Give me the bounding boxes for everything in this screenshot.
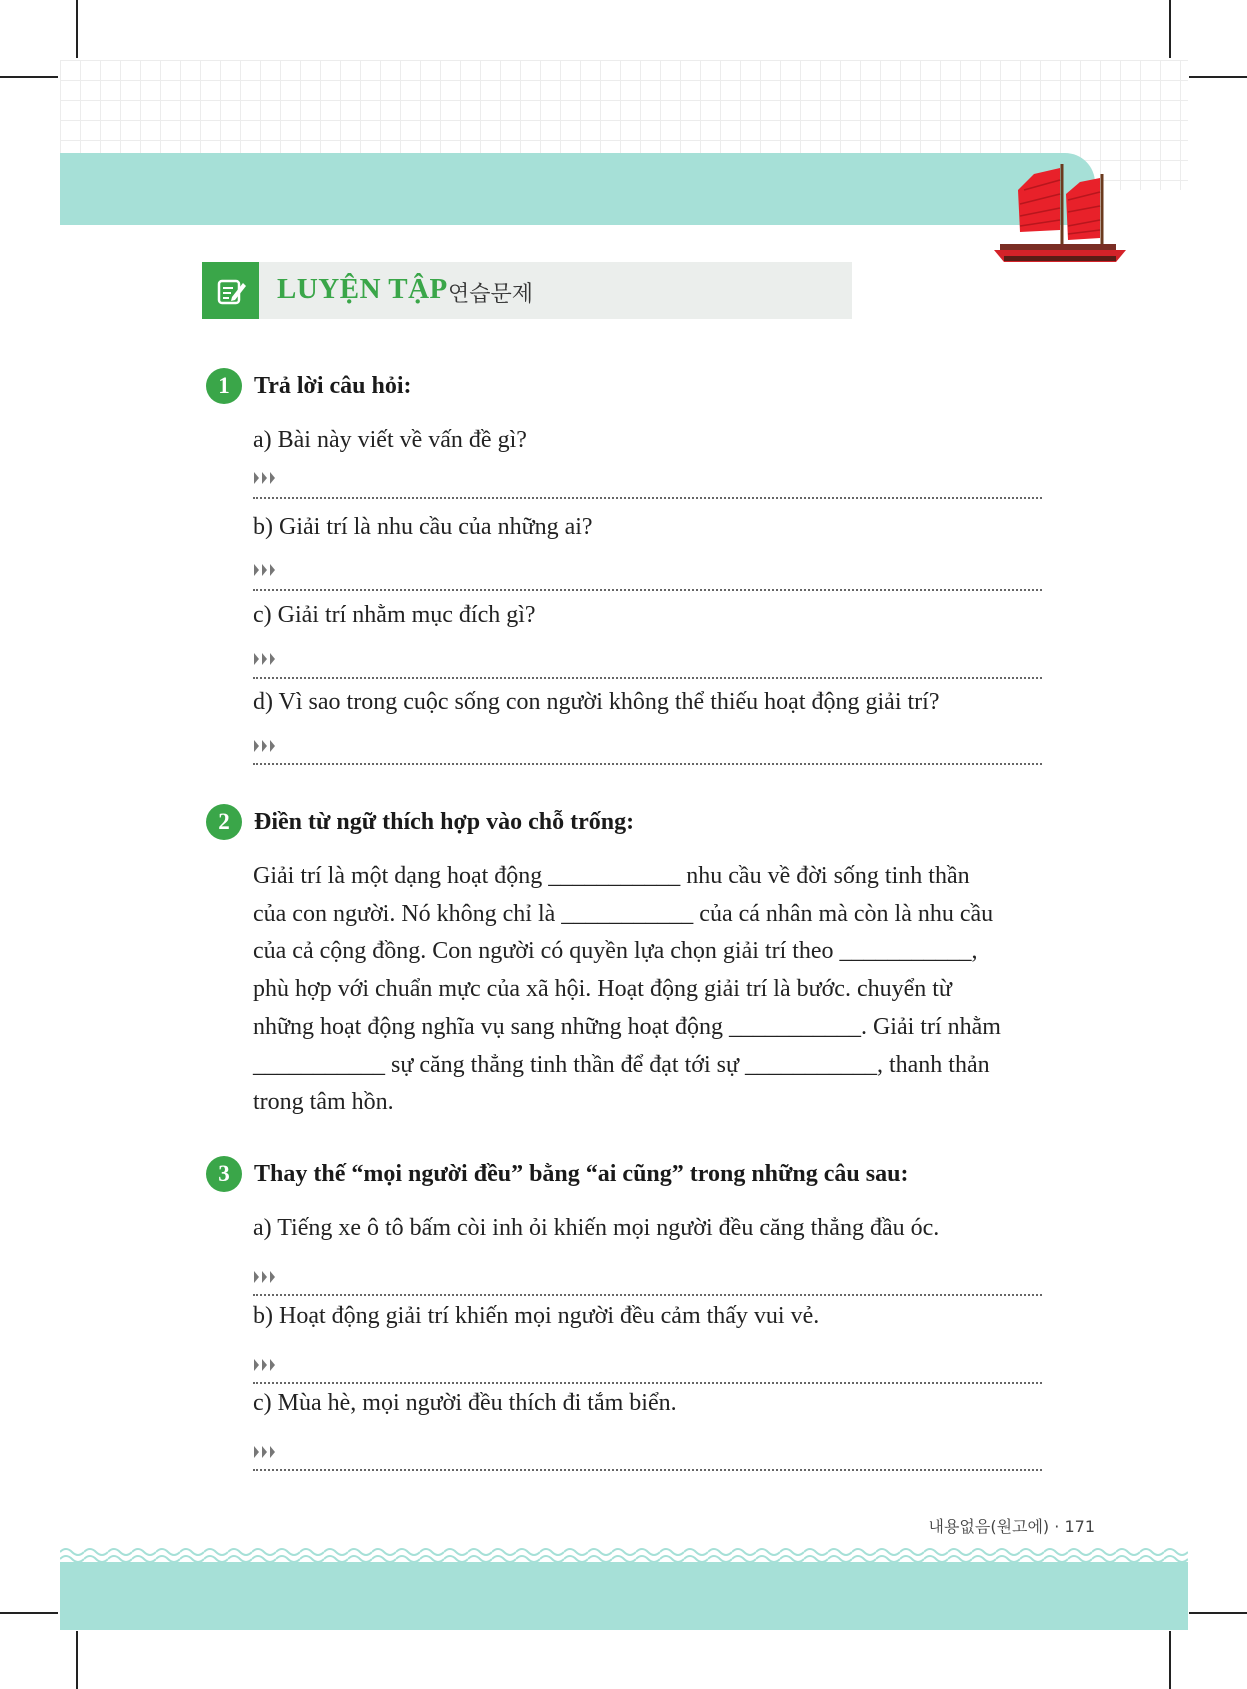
answer-line[interactable] [253, 1294, 1042, 1296]
sub-question: b) Giải trí là nhu cầu của những ai? [253, 514, 593, 540]
crop-mark [0, 1612, 58, 1614]
section-title-bar [202, 262, 852, 319]
question-1-header [206, 367, 412, 405]
answer-line[interactable] [253, 763, 1042, 765]
triple-arrow-icon [253, 652, 277, 666]
crop-mark [76, 1631, 78, 1689]
question-3-header [206, 1155, 908, 1193]
question-number: 2 [206, 804, 242, 840]
crop-mark [1169, 1631, 1171, 1689]
question-number: 1 [206, 368, 242, 404]
header-band [60, 153, 1095, 225]
question-title: Thay thế “mọi người đều” bằng “ai cũng” trong những câu sau: [254, 1160, 909, 1187]
answer-line[interactable] [253, 589, 1042, 591]
fill-in-paragraph [253, 858, 1053, 1122]
running-title: 내용없음(원고에) · [928, 1517, 1060, 1536]
triple-arrow-icon [253, 471, 277, 485]
paragraph-line: phù hợp với chuẩn mực của xã hội. Hoạt động giải trí là bước. chuyển từ [253, 976, 952, 1003]
paragraph-line: Giải trí là một dạng hoạt động ___________ nhu cầu về đời sống tinh thần [253, 863, 970, 889]
triple-arrow-icon [253, 563, 277, 577]
junk-boat-icon [990, 160, 1130, 270]
paragraph-line: của cả cộng đồng. Con người có quyền lựa chọn giải trí theo ___________, [253, 938, 978, 965]
question-2-header [206, 803, 634, 841]
edit-note-icon [202, 262, 259, 319]
sub-question: a) Tiếng xe ô tô bấm còi inh ỏi khiến mọi người đều căng thẳng đầu óc. [253, 1215, 940, 1241]
question-number: 3 [206, 1156, 242, 1192]
sub-question: c) Mùa hè, mọi người đều thích đi tắm biển. [253, 1390, 677, 1416]
answer-line[interactable] [253, 1382, 1042, 1384]
paragraph-line: những hoạt động nghĩa vụ sang những hoạt động ___________. Giải trí nhằm [253, 1013, 1001, 1040]
section-title: LUYỆN TẬP [277, 273, 448, 305]
question-title: Trả lời câu hỏi: [254, 372, 412, 399]
page-number: 171 [1064, 1517, 1095, 1536]
answer-line[interactable] [253, 497, 1042, 499]
triple-arrow-icon [253, 1445, 277, 1459]
crop-mark [76, 0, 78, 58]
paragraph-line: ___________ sự căng thẳng tinh thần để đạt tới sự ___________, thanh thản [253, 1051, 990, 1078]
paragraph-line: trong tâm hồn. [253, 1089, 394, 1116]
triple-arrow-icon [253, 1358, 277, 1372]
sub-question: c) Giải trí nhằm mục đích gì? [253, 602, 536, 628]
answer-line[interactable] [253, 1469, 1042, 1471]
crop-mark [1169, 0, 1171, 58]
answer-line[interactable] [253, 677, 1042, 679]
crop-mark [1189, 1612, 1247, 1614]
section-subtitle: 연습문제 [448, 282, 534, 307]
triple-arrow-icon [253, 739, 277, 753]
sub-question: b) Hoạt động giải trí khiến mọi người đều cảm thấy vui vẻ. [253, 1303, 820, 1329]
sub-question: d) Vì sao trong cuộc sống con người không thể thiếu hoạt động giải trí? [253, 689, 940, 715]
question-title: Điền từ ngữ thích hợp vào chỗ trống: [254, 808, 635, 835]
page-footer [929, 1514, 1096, 1537]
paragraph-line: của con người. Nó không chỉ là ___________ của cá nhân mà còn là nhu cầu [253, 900, 994, 927]
wave-decoration [60, 1546, 1188, 1576]
triple-arrow-icon [253, 1270, 277, 1284]
sub-question: a) Bài này viết về vấn đề gì? [253, 427, 527, 453]
crop-mark [1189, 76, 1247, 78]
crop-mark [0, 76, 58, 78]
